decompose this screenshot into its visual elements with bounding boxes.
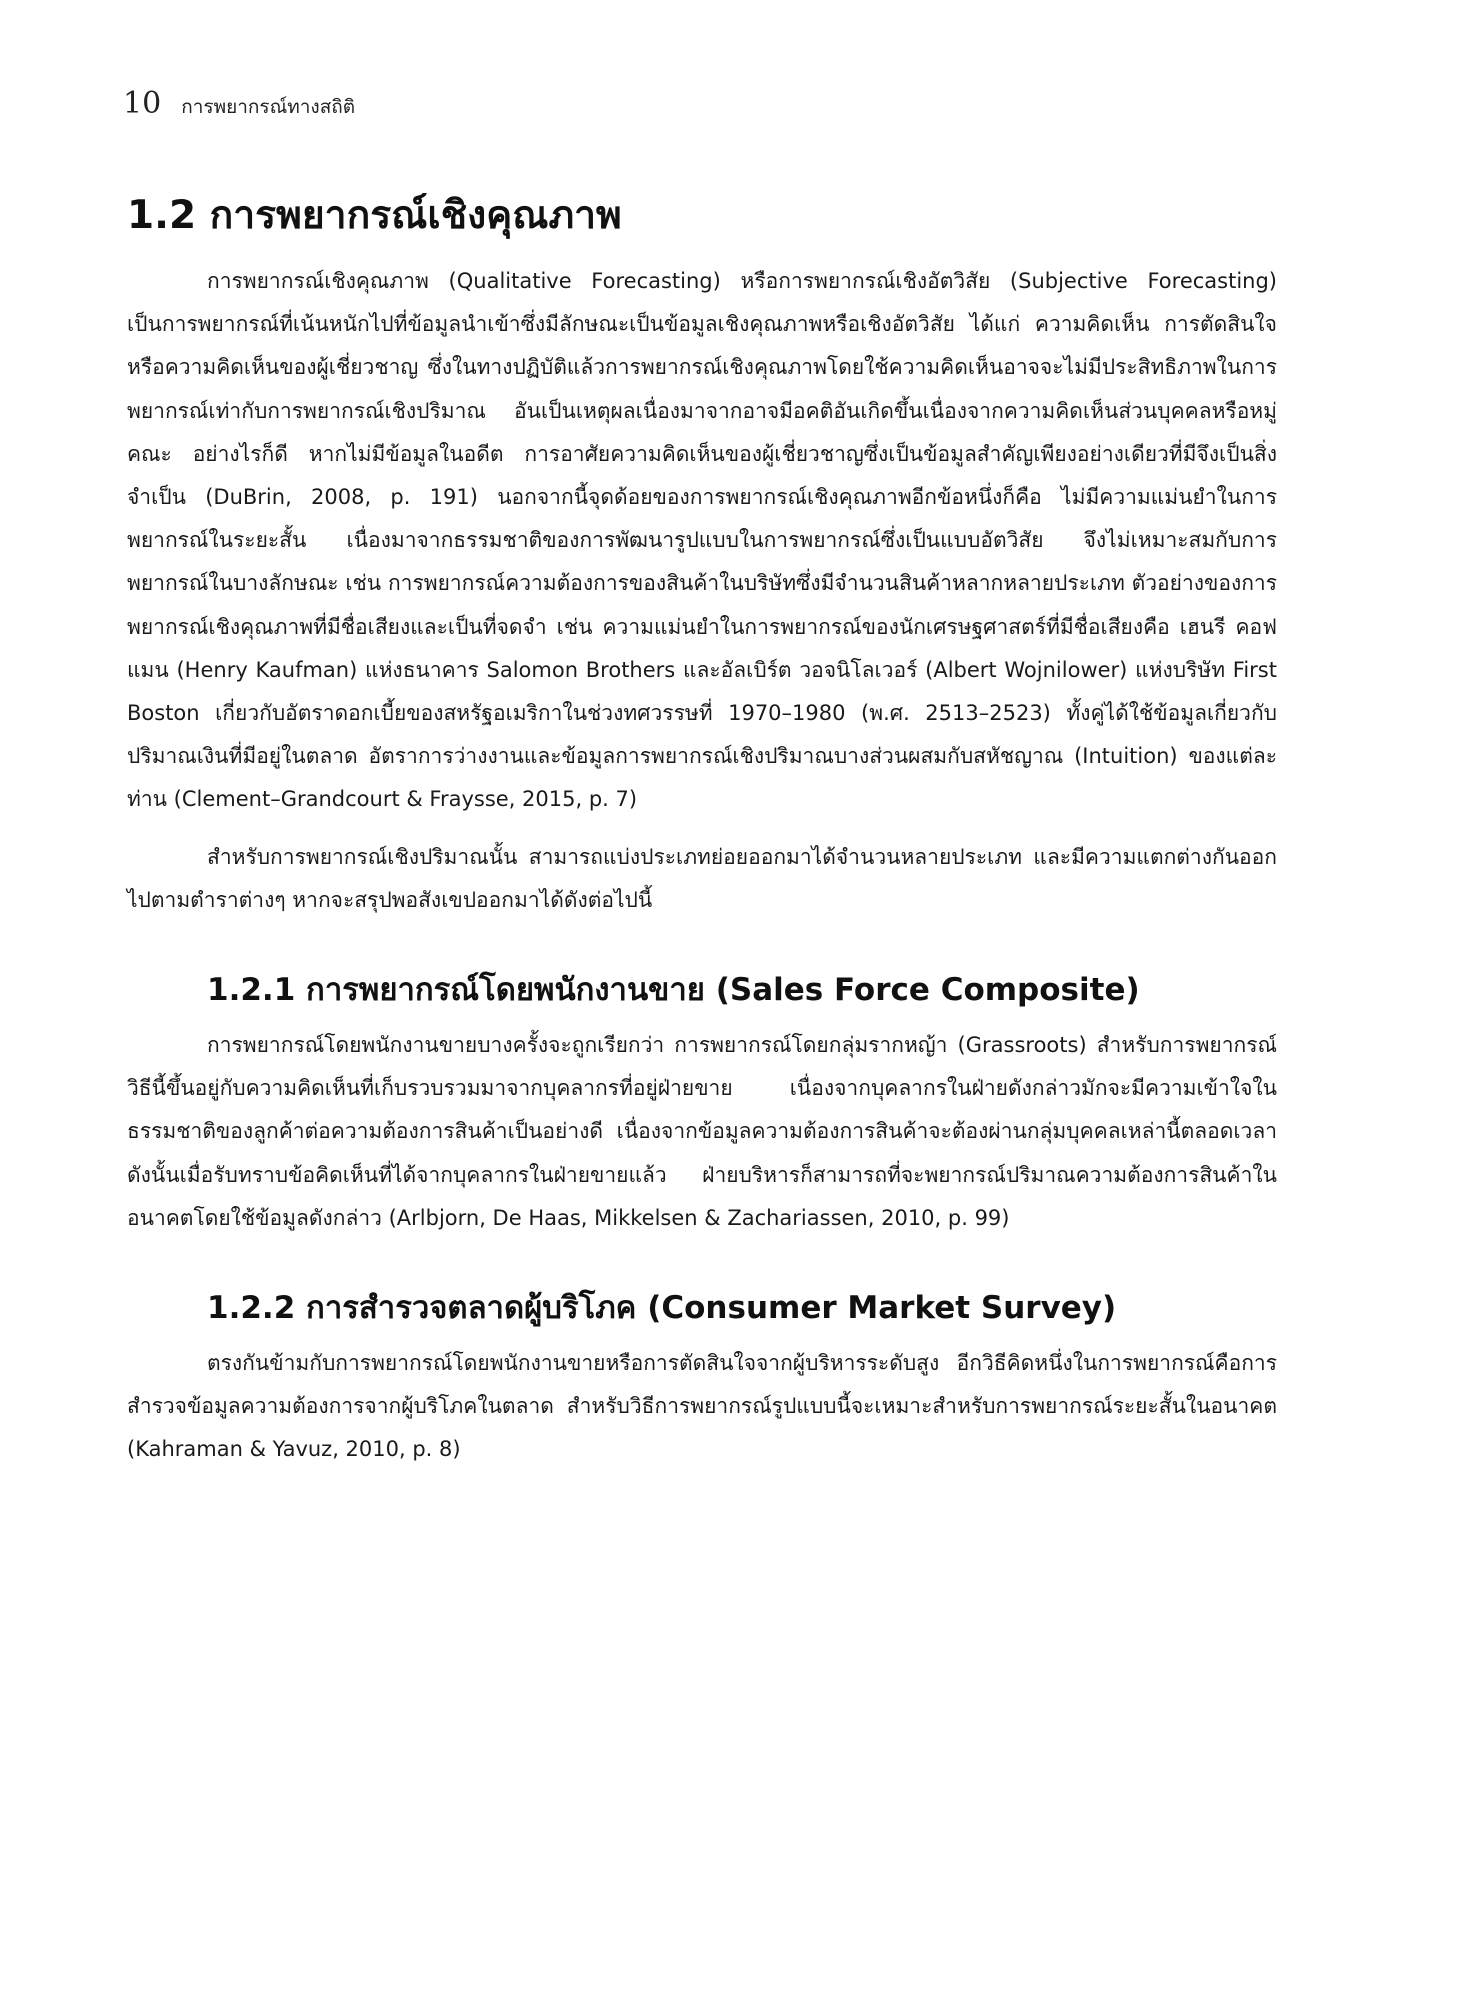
page-content [127,190,1277,1472]
running-title: การพยากรณ์ทางสถิติ [181,96,356,118]
section-paragraph-2: สำหรับการพยากรณ์เชิงปริมาณนั้น สามารถแบ่งประเภทย่อยออกมาได้จำนวนหลายประเภท และมีความแตกต่างกันออกไปตามตำราต่างๆ หากจะสรุปพอสังเขปออกมาได้ดังต่อไปนี้ [127,844,1277,912]
paragraph-spacer [127,822,1277,836]
subsection-paragraph-1-2-1: การพยากรณ์โดยพนักงานขายบางครั้งจะถูกเรียกว่า การพยากรณ์โดยกลุ่มรากหญ้า (Grassroots) สำหรับการพยากรณ์วิธีนี้ขึ้นอยู่กับความคิดเห็นที่เก็บรวบรวมมาจากบุคลากรที่อยู่ฝ่ายขาย เนื่องจากบุคลากรในฝ่ายดังกล่าวมักจะมีความเข้าใจในธรรมชาติของลูกค้าต่อความต้องการสินค้าเป็นอย่างดี เนื่องจากข้อมูลความต้องการสินค้าจะต้องผ่านกลุ่มบุคคลเหล่านี้ตลอดเวลา ดังนั้นเมื่อรับทราบข้อคิดเห็นที่ได้จากบุคลากรในฝ่ายขายแล้ว ฝ่ายบริหารก็สามารถที่จะพยากรณ์ปริมาณความต้องการสินค้าในอนาคตโดยใช้ข้อมูลดังกล่าว (Arlbjorn, De Haas, Mikkelsen & Zachariassen, 2010, p. 99) [127,1033,1277,1230]
section-paragraph-1: การพยากรณ์เชิงคุณภาพ (Qualitative Forecasting) หรือการพยากรณ์เชิงอัตวิสัย (Subjective Forecasting) เป็นการพยากรณ์ที่เน้นหนักไปที่ข้อมูลนำเข้าซึ่งมีลักษณะเป็นข้อมูลเชิงคุณภาพหรือเชิงอัตวิสัย ได้แก่ ความคิดเห็น การตัดสินใจ หรือความคิดเห็นของผู้เชี่ยวชาญ ซึ่งในทางปฏิบัติแล้วการพยากรณ์เชิงคุณภาพโดยใช้ความคิดเห็นอาจจะไม่มีประสิทธิภาพในการพยากรณ์เท่ากับการพยากรณ์เชิงปริมาณ อันเป็นเหตุผลเนื่องมาจากอาจมีอคติอันเกิดขึ้นเนื่องจากความคิดเห็นส่วนบุคคลหรือหมู่คณะ อย่างไรก็ดี หากไม่มีข้อมูลในอดีต การอาศัยความคิดเห็นของผู้เชี่ยวชาญซึ่งเป็นข้อมูลสำคัญเพียงอย่างเดียวที่มีจึงเป็นสิ่งจำเป็น (DuBrin, 2008, p. 191) นอกจากนี้จุดด้อยของการพยากรณ์เชิงคุณภาพอีกข้อหนึ่งก็คือ ไม่มีความแม่นยำในการพยากรณ์ในระยะสั้น เนื่องมาจากธรรมชาติของการพัฒนารูปแบบในการพยากรณ์ซึ่งเป็นแบบอัตวิสัย จึงไม่เหมาะสมกับการพยากรณ์ในบางลักษณะ เช่น การพยากรณ์ความต้องการของสินค้าในบริษัทซึ่งมีจำนวนสินค้าหลากหลายประเภท ตัวอย่างของการพยากรณ์เชิงคุณภาพที่มีชื่อเสียงและเป็นที่จดจำ เช่น ความแม่นยำในการพยากรณ์ของนักเศรษฐศาสตร์ที่มีชื่อเสียงคือ เฮนรี คอฟแมน (Henry Kaufman) แห่งธนาคาร Salomon Brothers และอัลเบิร์ต วอจนิโลเวอร์ (Albert Wojnilower) แห่งบริษัท First Boston เกี่ยวกับอัตราดอกเบี้ยของสหรัฐอเมริกาในช่วงทศวรรษที่ 1970–1980 (พ.ศ. 2513–2523) ทั้งคู่ได้ใช้ข้อมูลเกี่ยวกับปริมาณเงินที่มีอยู่ในตลาด อัตราการว่างงานและข้อมูลการพยากรณ์เชิงปริมาณบางส่วนผสมกับสหัชญาณ (Intuition) ของแต่ละท่าน (Clement–Grandcourt & Fraysse, 2015, p. 7) [127,269,1277,812]
section-spacer [127,922,1277,968]
subsection-title-1-2-2: 1.2.2 การสำรวจตลาดผู้บริโภค (Consumer Market Survey) [207,1290,1117,1327]
running-header [123,86,355,122]
section-spacer [127,1240,1277,1286]
page-number: 10 [123,86,162,121]
subsection-paragraph-1-2-2: ตรงกันข้ามกับการพยากรณ์โดยพนักงานขายหรือการตัดสินใจจากผู้บริหารระดับสูง อีกวิธีคิดหนึ่งในการพยากรณ์คือการสำรวจข้อมูลความต้องการจากผู้บริโภคในตลาด สำหรับวิธีการพยากรณ์รูปแบบนี้จะเหมาะสำหรับการพยากรณ์ระยะสั้นในอนาคต (Kahraman & Yavuz, 2010, p. 8) [127,1351,1277,1462]
section-title: 1.2 การพยากรณ์เชิงคุณภาพ [127,193,622,238]
subsection-title-1-2-1: 1.2.1 การพยากรณ์โดยพนักงานขาย (Sales Force Composite) [207,972,1140,1009]
